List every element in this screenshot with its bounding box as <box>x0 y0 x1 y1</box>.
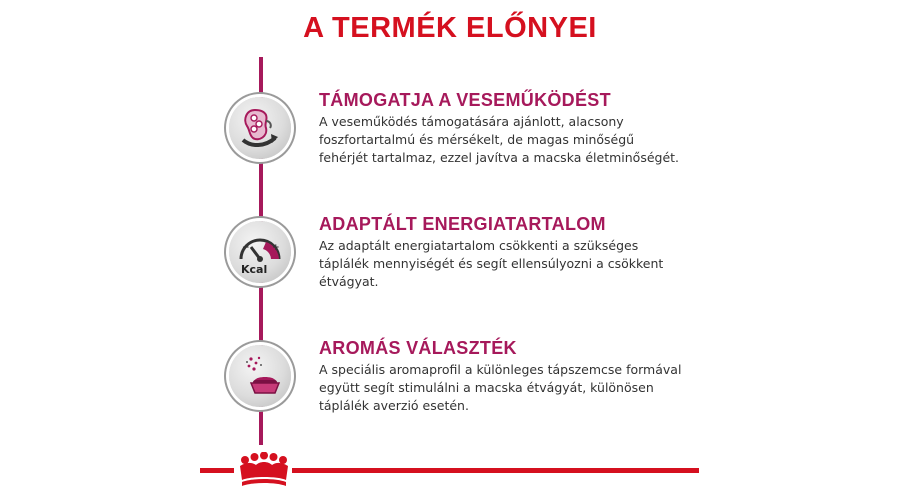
benefit-text-line: fehérjét tartalmaz, ezzel javítva a macska életminőségét. <box>319 150 680 165</box>
royal-canin-crown-icon <box>236 452 292 488</box>
svg-text:Kcal: Kcal <box>241 263 268 276</box>
footer-divider-right <box>292 468 699 473</box>
benefit-text-line: táplálék mennyiségét és segít ellensúlyozni a csökkent <box>319 256 664 271</box>
benefit-text-line: táplálék averzió esetén. <box>319 398 469 413</box>
page-title: A TERMÉK ELŐNYEI <box>303 12 597 44</box>
benefit-adapted-energy <box>319 213 719 291</box>
benefit-title: ADAPTÁLT ENERGIATARTALOM <box>319 214 606 234</box>
benefit-description <box>319 361 719 415</box>
benefit-title: TÁMOGATJA A VESEMŰKÖDÉST <box>319 90 611 110</box>
benefit-description <box>319 113 719 167</box>
kidney-icon <box>229 97 291 159</box>
benefit-text-line: A speciális aromaprofil a különleges tápszemcse formával <box>319 362 682 377</box>
benefit-title: AROMÁS VÁLASZTÉK <box>319 338 517 358</box>
benefit-description <box>319 237 719 291</box>
benefit-aroma-selection <box>319 337 719 415</box>
benefit-kidney-support <box>319 89 719 167</box>
benefit-text-line: foszfortartalmú és mérsékelt, de magas minőségű <box>319 132 635 147</box>
food-bowl-aroma-icon <box>229 345 291 407</box>
benefit-text-line: Az adaptált energiatartalom csökkenti a szükséges <box>319 238 639 253</box>
footer-divider-left <box>200 468 234 473</box>
benefit-text-line: együtt segít stimulálni a macska étvágyát, különösen <box>319 380 654 395</box>
kcal-gauge-icon <box>229 221 291 283</box>
svg-text:+: + <box>272 243 280 253</box>
benefit-text-line: A veseműködés támogatására ajánlott, alacsony <box>319 114 624 129</box>
benefit-text-line: étvágyat. <box>319 274 379 289</box>
svg-text:−: − <box>242 243 250 253</box>
